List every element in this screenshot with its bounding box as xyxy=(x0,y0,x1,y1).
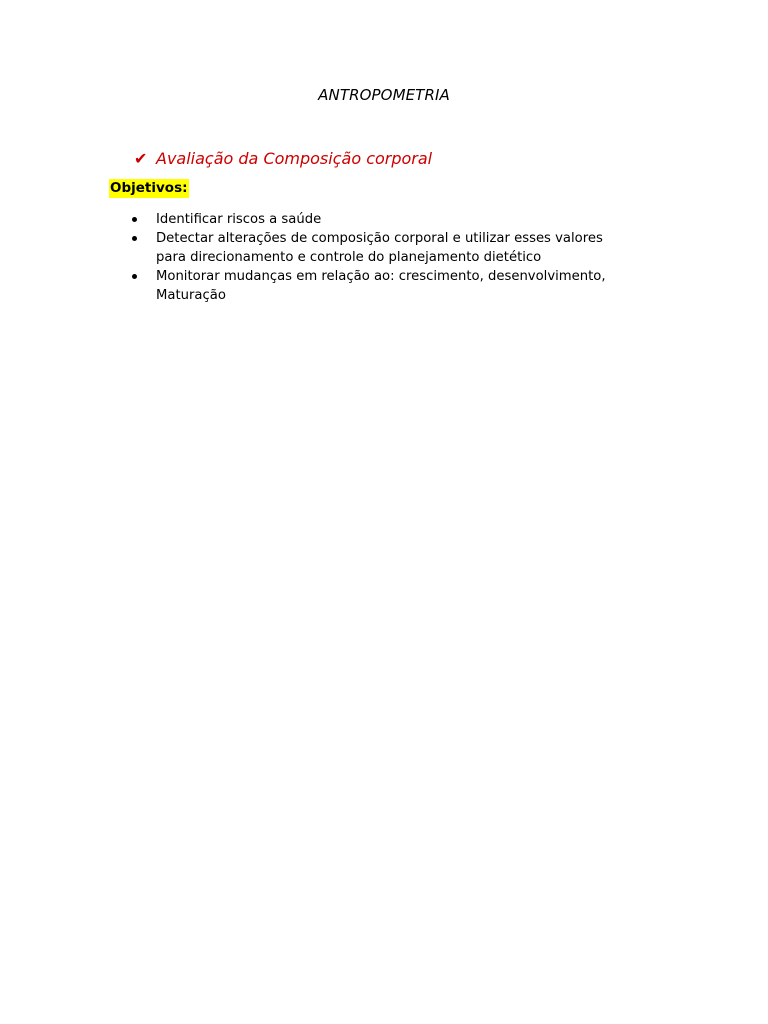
section-heading xyxy=(134,149,432,168)
list-item-text: Detectar alterações de composição corporal e utilizar esses valores para direcionamento e controle do planejamento dietético xyxy=(156,231,603,265)
objectives-label-row xyxy=(109,180,189,196)
objectives-list xyxy=(130,210,610,305)
list-item-text: Identificar riscos a saúde xyxy=(156,212,322,227)
section-heading-text: Avaliação da Composição corporal xyxy=(156,149,433,168)
bullet-icon xyxy=(132,217,137,222)
bullet-icon xyxy=(132,236,137,241)
objectives-label: Objetivos: xyxy=(110,180,188,196)
document-title: ANTROPOMETRIA xyxy=(318,86,450,104)
list-item-text: Monitorar mudanças em relação ao: crescimento, desenvolvimento, Maturação xyxy=(156,269,606,303)
bullet-icon xyxy=(132,274,137,279)
checkmark-icon: ✔ xyxy=(134,149,148,168)
list-item xyxy=(130,229,610,267)
list-item xyxy=(130,210,610,229)
list-item xyxy=(130,267,610,305)
